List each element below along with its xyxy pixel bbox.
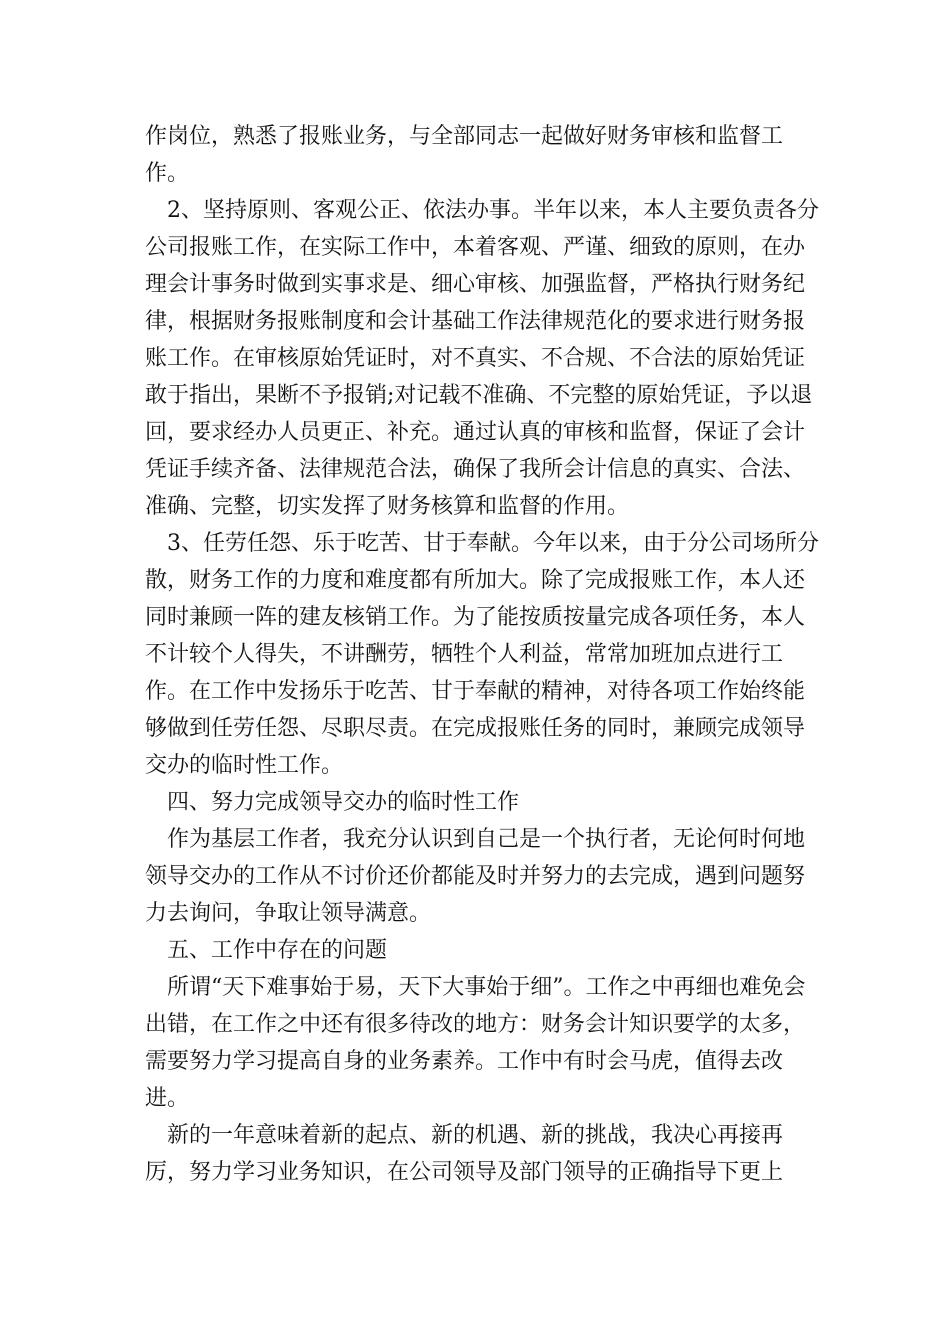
paragraph-continuation: 作岗位，熟悉了报账业务，与全部同志一起做好财务审核和监督工作。 — [145, 124, 784, 186]
section-heading-problems: 五、工作中存在的问题 — [167, 938, 388, 963]
paragraph-temporary-work: 作为基层工作者，我充分认识到自己是一个执行者，无论何时何地领导交办的工作从不讨价还价都能及时并努力的去完成，遇到问题努力去询问，争取让领导满意。 — [145, 827, 806, 926]
document-body — [145, 118, 825, 1191]
paragraph-principles: 2、坚持原则、客观公正、依法办事。半年以来，本人主要负责各分公司报账工作，在实际工作中，本着客观、严谨、细致的原则，在办理会计事务时做到实事求是、细心审核、加强监督，严格执行财务纪律，根据财务报账制度和会计基础工作法律规范化的要求进行财务报账工作。在审核原始凭证时，对不真实、不合规、不合法的原始凭证敢于指出，果断不予报销;对记载不准确、不完整的原始凭证，予以退回，要求经办人员更正、补充。通过认真的审核和监督，保证了会计凭证手续齐备、法律规范合法，确保了我所会计信息的真实、合法、准确、完整，切实发挥了财务核算和监督的作用。 — [145, 198, 819, 519]
paragraph-dedication: 3、任劳任怨、乐于吃苦、甘于奉献。今年以来，由于分公司场所分散，财务工作的力度和难度都有所加大。除了完成报账工作，本人还同时兼顾一阵的建友核销工作。为了能按质按量完成各项任务，本人不计较个人得失，不讲酬劳，牺牲个人利益，常常加班加点进行工作。在工作中发扬乐于吃苦、甘于奉献的精神，对待各项工作始终能够做到任劳任怨、尽职尽责。在完成报账任务的同时，兼顾完成领导交办的临时性工作。 — [145, 531, 819, 778]
paragraph-new-year: 新的一年意味着新的起点、新的机遇、新的挑战，我决心再接再厉，努力学习业务知识，在公司领导及部门领导的正确指导下更上 — [145, 1123, 784, 1185]
paragraph-problems: 所谓“天下难事始于易，天下大事始于细”。工作之中再细也难免会出错，在工作之中还有很多待改的地方：财务会计知识要学的太多，需要努力学习提高自身的业务素养。工作中有时会马虎，值得去改进。 — [145, 975, 806, 1111]
section-heading-temporary-work: 四、努力完成领导交办的临时性工作 — [167, 790, 520, 815]
